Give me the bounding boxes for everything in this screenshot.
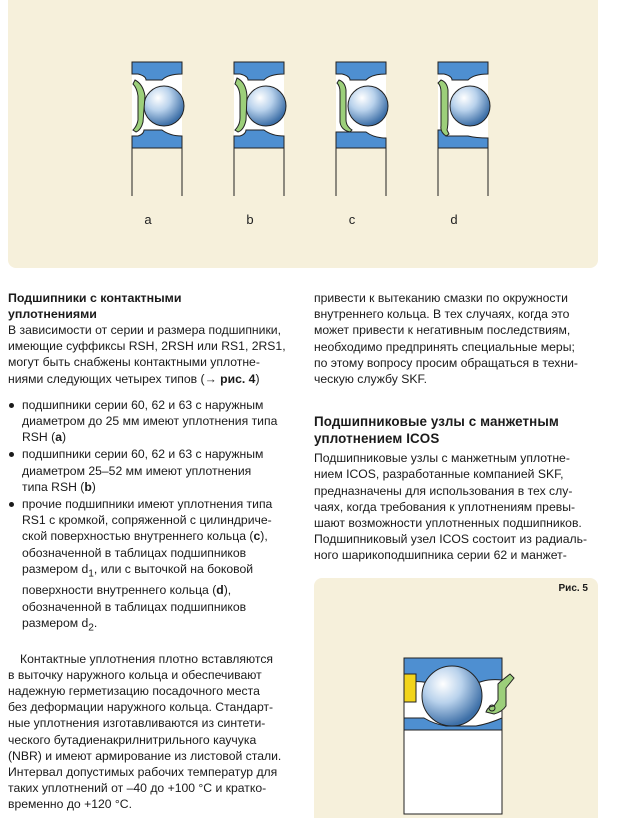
- figure-4-reference: → рис. 4: [204, 371, 256, 386]
- figure-label-a: a: [144, 212, 152, 227]
- figure-label-b: b: [246, 212, 254, 227]
- figure-label-c: c: [348, 212, 356, 227]
- figure-label-d: d: [450, 212, 458, 227]
- intro-paragraph: В зависимости от серии и размера подшипники, имеющие суффиксы RSH, 2RSH или RS1, 2RS1, могут быть снабжены контактными уплотне- ниями следующих четырех типов (→ рис. 4): [8, 323, 286, 386]
- list-item: подшипники серии 60, 62 и 63 с наружным диаметром 25–52 мм имеют уплотнения типа RSH (b): [8, 446, 300, 495]
- right-column: [314, 290, 614, 564]
- icos-paragraph: Подшипниковые узлы с манжетным уплотне- нием ICOS, разработанные компанией SKF, предназначены для использования в тех слу- чаях, когда требования к уплотнениям превы- шают возможности уплотненных подшипников. Подшипниковый узел ICOS состоит из радиаль- ного шарикоподшипника серии 62 и манжет-: [314, 451, 588, 563]
- left-column: [8, 290, 300, 813]
- figure-5-panel: [314, 578, 598, 818]
- continuation-paragraph: привести к вытеканию смазки по окружности внутреннего кольца. В тех случаях, когда это может привести к негативным последствиям, необходимо предпринять специальные меры; по этому вопросу просим обращаться в техни- ческую службу SKF.: [314, 291, 578, 387]
- figure-5-label: Рис. 5: [558, 583, 588, 594]
- seal-type-c-drawing: [330, 60, 390, 200]
- list-item: подшипники серии 60, 62 и 63 с наружным диаметром до 25 мм имеют уплотнения типа RSH (a): [8, 397, 300, 446]
- seal-types-list: [8, 397, 300, 637]
- list-item: прочие подшипники имеют уплотнения типа RS1 с кромкой, сопряженной с цилиндриче- ской поверхностью внутреннего кольца (c), обозначенной в таблицах подшипников размером $d_1$, или с выточкой на боковой поверхности внутреннего кольца (d), обозначенной в таблицах подшипников размером $d_2$.: [8, 496, 300, 637]
- seal-type-a-drawing: [126, 60, 186, 200]
- icos-unit-drawing: [400, 654, 520, 816]
- figure-4-panel: [8, 0, 598, 268]
- seal-type-d-drawing: [432, 60, 492, 200]
- section-heading-icos: Подшипниковые узлы с манжетным уплотнением ICOS: [314, 414, 559, 447]
- seal-type-b-drawing: [228, 60, 288, 200]
- section-heading-contact-seals: Подшипники с контактными уплотнениями: [8, 291, 182, 321]
- contact-seals-paragraph: Контактные уплотнения плотно вставляются в выточку наружного кольца и обеспечивают надежную герметизацию посадочного места без деформации наружного кольца. Стандарт- ные уплотнения изготавливаются из синтети- ческого бутадиенакрилнитрильного каучука (NBR) и имеют армирование из листовой стали. Интервал допустимых рабочих температур для таких уплотнений от –40 до +100 °С и кратко- временно до +120 °С.: [8, 651, 282, 812]
